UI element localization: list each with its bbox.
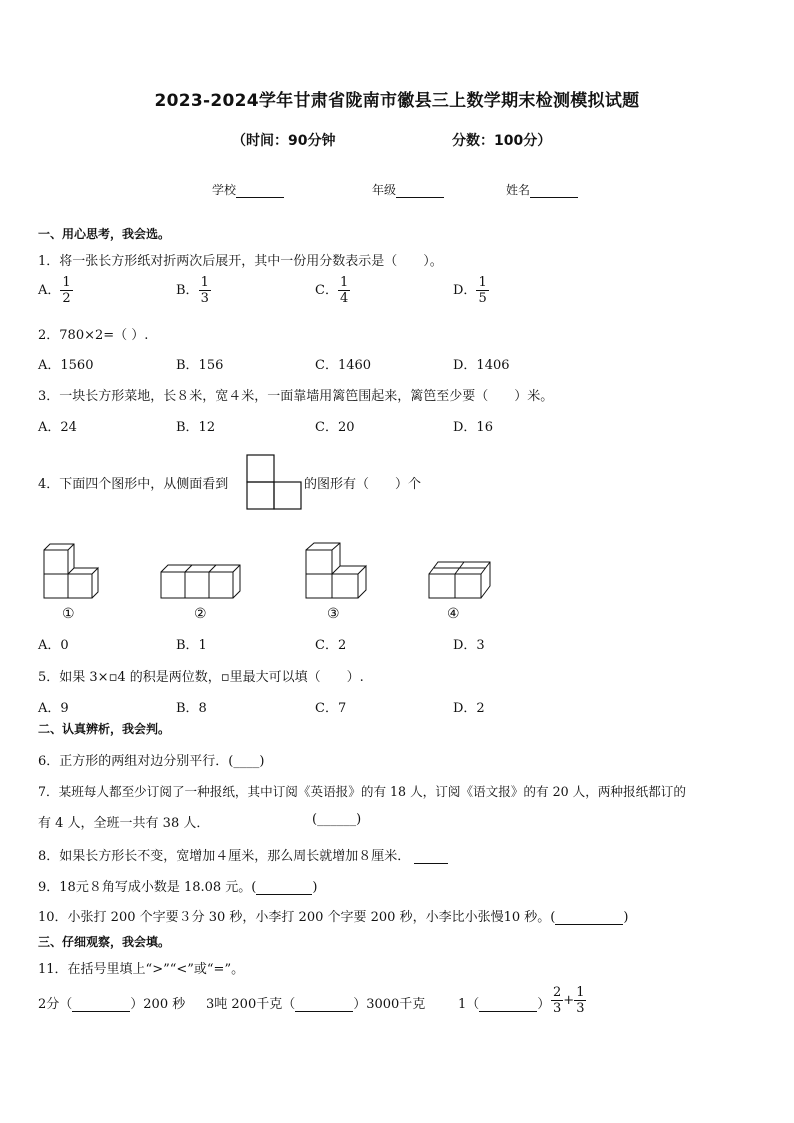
q11-item-2[interactable]: 3吨 200千克（ ）3000千克	[206, 997, 426, 1012]
question-11-text: 11．在括号里填上“>”“<”或“=”。	[38, 962, 245, 977]
school-field[interactable]	[212, 181, 284, 198]
name-field[interactable]	[506, 181, 578, 198]
question-8[interactable]: 8．如果长方形长不变，宽增加４厘米，那么周长就增加８厘米．	[38, 845, 448, 864]
question-7-line-1: 7．某班每人都至少订阅了一种报纸，其中订阅《英语报》的有 18 人，订阅《语文报》的有 20 人，两种报纸都订的	[38, 784, 686, 799]
q5-option-c[interactable]: C．7	[315, 701, 347, 716]
q8-answer-blank[interactable]	[414, 850, 448, 864]
question-5-text: 5．如果 3×▫4 的积是两位数，▫里最大可以填（ ）.	[38, 670, 364, 685]
cube-figure-2	[158, 562, 248, 604]
cube-figure-3	[302, 540, 374, 602]
question-2-text: 2．780×2=（ ）.	[38, 328, 149, 343]
question-10[interactable]: 10．小张打 200 个字要３分 30 秒，小李打 200 个字要 200 秒，小李比小张慢10 秒。( )	[38, 910, 629, 925]
section-1-heading: 一、用心思考，我会选。	[38, 227, 171, 241]
q7-answer-blank[interactable]: (______)	[312, 812, 362, 827]
q11-blank-3[interactable]	[479, 998, 537, 1012]
question-3-text: 3．一块长方形菜地，长８米，宽４米，一面靠墙用篱笆围起来，篱笆至少要（ ）米。	[38, 389, 554, 404]
page-title: 2023-2024学年甘肃省陇南市徽县三上数学期末检测模拟试题	[154, 91, 640, 111]
grade-label: 年级	[372, 183, 397, 197]
figure-label-4: ④	[447, 606, 460, 622]
q11-blank-1[interactable]	[72, 998, 130, 1012]
cube-figure-1	[40, 540, 102, 602]
grade-field[interactable]	[372, 181, 444, 198]
question-1-text: 1．将一张长方形纸对折两次后展开，其中一份用分数表示是（ ）。	[38, 254, 443, 269]
q2-option-a[interactable]: A．1560	[38, 358, 94, 373]
figure-label-3: ③	[327, 606, 340, 622]
question-4-text-after: 的图形有（ ）个	[304, 477, 422, 492]
q2-option-c[interactable]: C．1460	[315, 358, 372, 373]
q10-answer-blank[interactable]	[555, 911, 623, 925]
section-3-heading: 三、仔细观察，我会填。	[38, 935, 171, 949]
q4-option-d[interactable]: D．3	[453, 638, 485, 653]
q3-option-d[interactable]: D．16	[453, 420, 493, 435]
q5-option-d[interactable]: D．2	[453, 701, 485, 716]
q1-option-b[interactable]: B． $\frac{1}{3}$	[176, 275, 209, 306]
question-7-line-2: 有 4 人，全班一共有 38 人．	[38, 816, 210, 831]
q2-option-d[interactable]: D．1406	[453, 358, 510, 373]
q6-answer-blank[interactable]: (____)	[228, 754, 265, 769]
q4-option-b[interactable]: B．1	[176, 638, 207, 653]
cube-figure-4	[426, 558, 494, 604]
question-4-text-before: 4．下面四个图形中，从侧面看到	[38, 477, 229, 492]
q3-option-b[interactable]: B．12	[176, 420, 216, 435]
q2-option-b[interactable]: B．156	[176, 358, 224, 373]
section-2-heading: 二、认真辨析，我会判。	[38, 722, 171, 736]
q4-option-c[interactable]: C．2	[315, 638, 347, 653]
school-label: 学校	[212, 183, 237, 197]
q5-option-a[interactable]: A．9	[38, 701, 69, 716]
q11-item-3[interactable]: 1（ ）	[458, 997, 551, 1012]
q4-option-a[interactable]: A．0	[38, 638, 69, 653]
name-label: 姓名	[506, 183, 531, 197]
q11-item-1[interactable]: 2分（ ）200 秒	[38, 997, 186, 1012]
q11-expression: $\frac{2}{3}$ + $\frac{1}{3}$	[553, 985, 585, 1016]
q3-option-a[interactable]: A．24	[38, 420, 77, 435]
q5-option-b[interactable]: B．8	[176, 701, 207, 716]
exam-score: 分数：100分）	[452, 133, 552, 149]
exam-time: （时间：90分钟	[232, 133, 336, 149]
side-view-figure	[246, 454, 304, 510]
q1-option-a[interactable]: A． $\frac{1}{2}$	[38, 275, 71, 306]
q3-option-c[interactable]: C．20	[315, 420, 355, 435]
q1-option-c[interactable]: C． $\frac{1}{4}$	[315, 275, 349, 306]
figure-label-2: ②	[194, 606, 207, 622]
q1-option-d[interactable]: D． $\frac{1}{5}$	[453, 275, 487, 306]
question-6[interactable]: 6．正方形的两组对边分别平行．(____)	[38, 754, 265, 769]
q11-blank-2[interactable]	[295, 998, 353, 1012]
question-9[interactable]: 9．18元８角写成小数是 18.08 元。( )	[38, 880, 318, 895]
q9-answer-blank[interactable]	[256, 881, 312, 895]
figure-label-1: ①	[62, 606, 75, 622]
